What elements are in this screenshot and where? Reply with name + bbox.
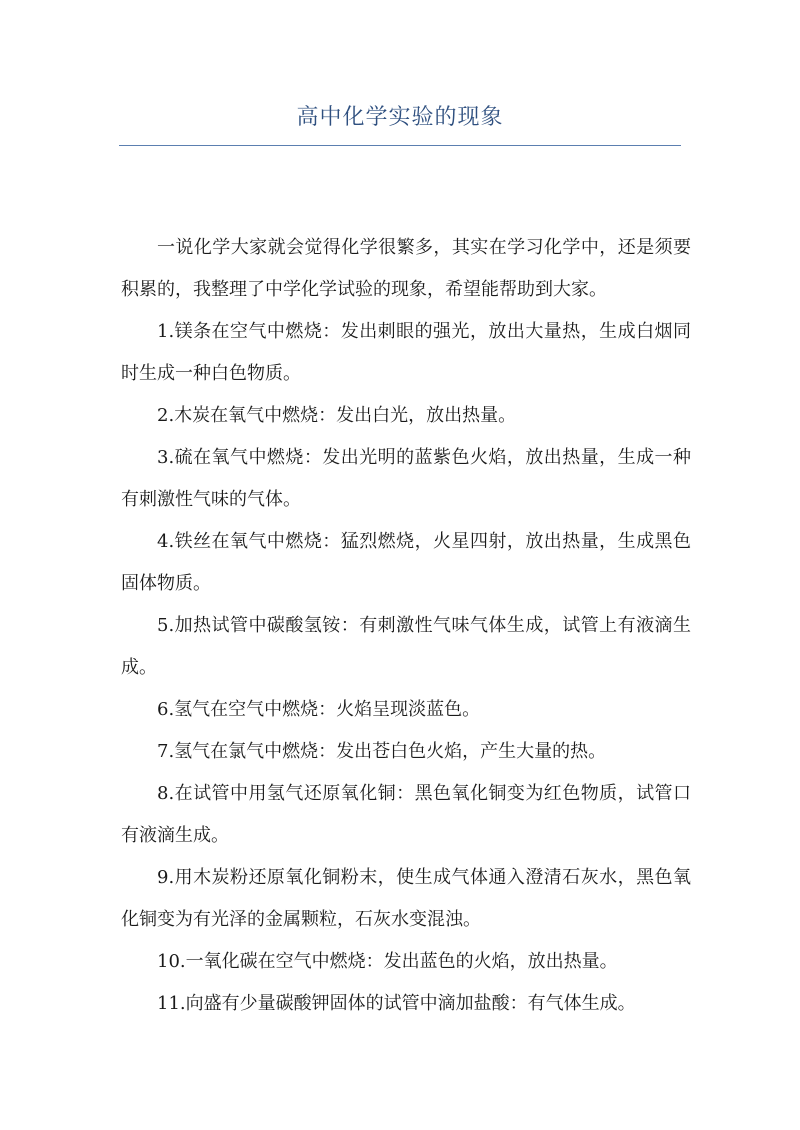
list-item: 6.氢气在空气中燃烧：火焰呈现淡蓝色。 — [157, 699, 481, 720]
list-item: 8.在试管中用氢气还原氧化铜：黑色氧化铜变为红色物质，试管口有液滴生成。 — [121, 783, 691, 846]
list-item: 10.一氧化碳在空气中燃烧：发出蓝色的火焰，放出热量。 — [157, 951, 618, 972]
list-item: 7.氢气在氯气中燃烧：发出苍白色火焰，产生大量的热。 — [157, 741, 607, 762]
document-body — [121, 227, 691, 1025]
title-divider — [119, 145, 681, 146]
document-title: 高中化学实验的现象 — [296, 105, 504, 130]
list-item: 11.向盛有少量碳酸钾固体的试管中滴加盐酸：有气体生成。 — [157, 993, 636, 1014]
list-item: 4.铁丝在氧气中燃烧：猛烈燃烧，火星四射，放出热量，生成黑色固体物质。 — [121, 531, 691, 594]
list-item: 1.镁条在空气中燃烧：发出刺眼的强光，放出大量热，生成白烟同时生成一种白色物质。 — [121, 321, 691, 384]
list-item: 9.用木炭粉还原氧化铜粉末，使生成气体通入澄清石灰水，黑色氧化铜变为有光泽的金属颗粒，石灰水变混浊。 — [121, 867, 691, 930]
list-item: 5.加热试管中碳酸氢铵：有刺激性气味气体生成，试管上有液滴生成。 — [121, 615, 691, 678]
intro-paragraph: 一说化学大家就会觉得化学很繁多，其实在学习化学中，还是须要积累的，我整理了中学化学试验的现象，希望能帮助到大家。 — [121, 237, 691, 300]
list-item: 2.木炭在氧气中燃烧：发出白光，放出热量。 — [157, 405, 517, 426]
list-item: 3.硫在氧气中燃烧：发出光明的蓝紫色火焰，放出热量，生成一种有刺激性气味的气体。 — [121, 447, 691, 510]
